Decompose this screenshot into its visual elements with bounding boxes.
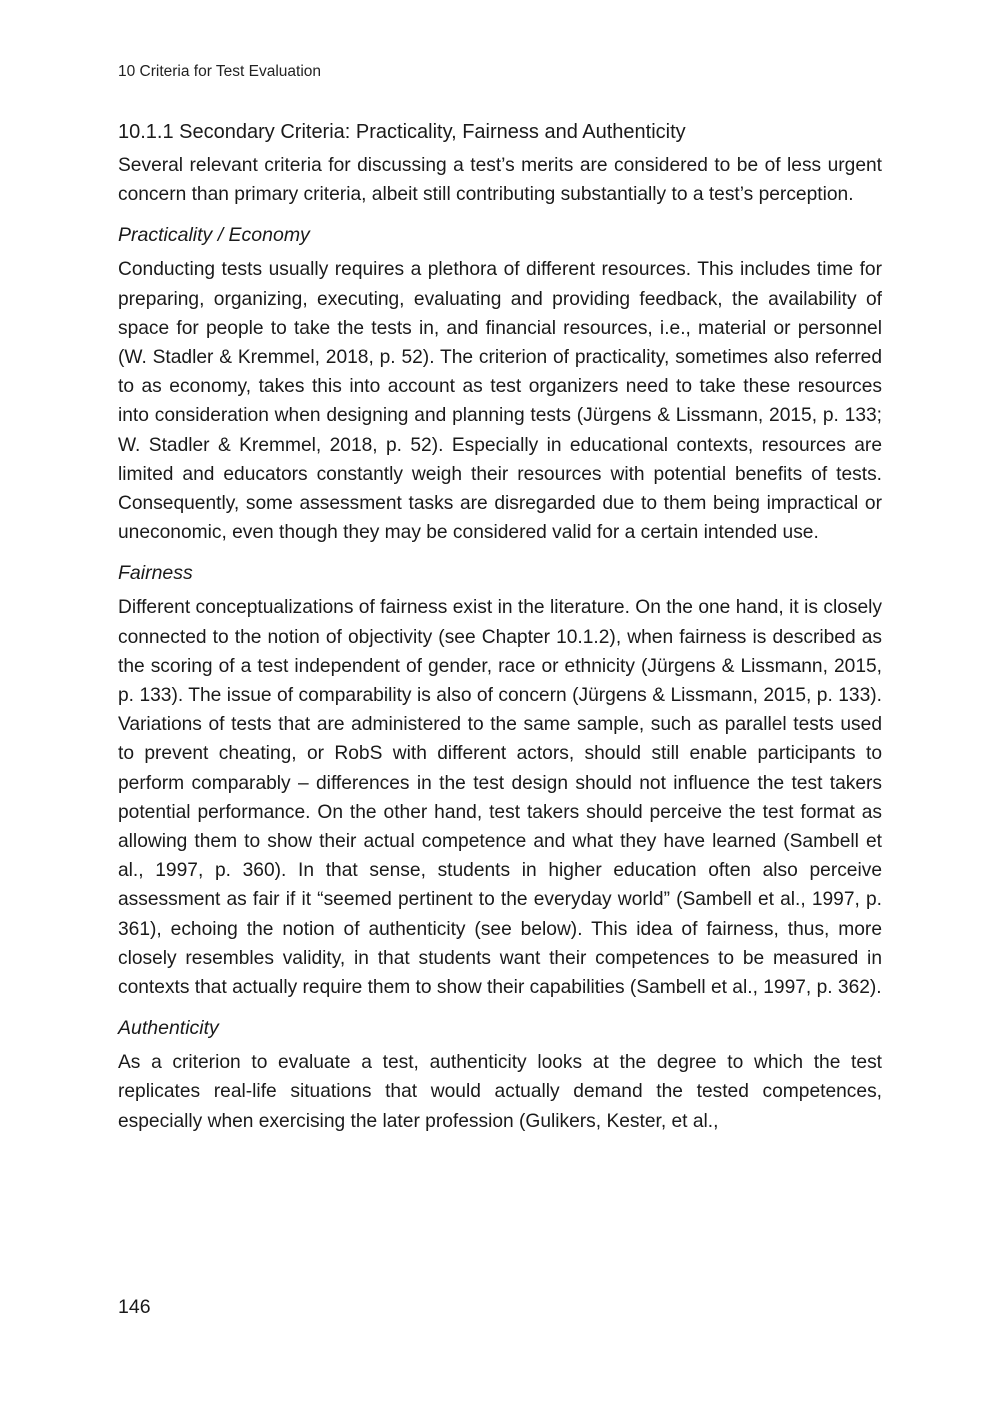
running-header: 10 Criteria for Test Evaluation bbox=[118, 63, 322, 80]
fairness-paragraph: Different conceptualizations of fairness exist in the literature. On the one hand, it is closely connected to the notion of objectivity (see Chapter 10.1.2), when fairness is described as the scoring of a test independent of gender, race or ethnicity (Jürgens & Lissmann, 2015, p. 133). The issue of comparability is also of concern (Jürgens & Lissmann, 2015, p. 133). Variations of tests that are administered to the same sample, such as parallel tests used to prevent cheating, or RobS with different actors, should still enable participants to perform comparably – differences in the test design should not influence the test takers potential performance. On the other hand, test takers should perceive the test format as allowing them to show their actual competence and what they have learned (Sambell et al., 1997, p. 360). In that sense, students in higher education often also perceive assessment as fair if it “seemed pertinent to the everyday world” (Sambell et al., 1997, p. 361), echoing the notion of authenticity (see below). This idea of fairness, thus, more closely resembles validity, in that students want their competences to be measured in contexts that actually require them to show their capabilities (Sambell et al., 1997, p. 362). bbox=[118, 597, 882, 999]
authenticity-paragraph: As a criterion to evaluate a test, authenticity looks at the degree to which the test replicates real-life situations that would actually demand the tested competences, especially when exercising the later profession (Gulikers, Kester, et al., bbox=[118, 1052, 882, 1132]
section-heading: 10.1.1 Secondary Criteria: Practicality, Fairness and Authenticity bbox=[118, 121, 686, 143]
intro-paragraph: Several relevant criteria for discussing a test’s merits are considered to be of less urgent concern than primary criteria, albeit still contributing substantially to a test’s perception. bbox=[118, 155, 882, 206]
fairness-heading: Fairness bbox=[118, 562, 193, 585]
book-page bbox=[118, 0, 882, 1415]
page-content bbox=[118, 118, 882, 1136]
practicality-heading: Practicality / Economy bbox=[118, 224, 310, 247]
page-number: 146 bbox=[118, 1296, 151, 1318]
practicality-paragraph: Conducting tests usually requires a plethora of different resources. This includes time for preparing, organizing, executing, evaluating and providing feedback, the availability of space for people to take the tests in, and financial resources, i.e., material or personnel (W. Stadler & Kremmel, 2018, p. 52). The criterion of practicality, sometimes also referred to as economy, takes this into account as test organizers need to take these resources into consideration when designing and planning tests (Jürgens & Lissmann, 2015, p. 133; W. Stadler & Kremmel, 2018, p. 52). Especially in educational contexts, resources are limited and educators constantly weigh their resources with potential benefits of tests. Consequently, some assessment tasks are disregarded due to them being impractical or uneconomic, even though they may be considered valid for a certain intended use. bbox=[118, 259, 882, 544]
authenticity-heading: Authenticity bbox=[118, 1017, 219, 1040]
